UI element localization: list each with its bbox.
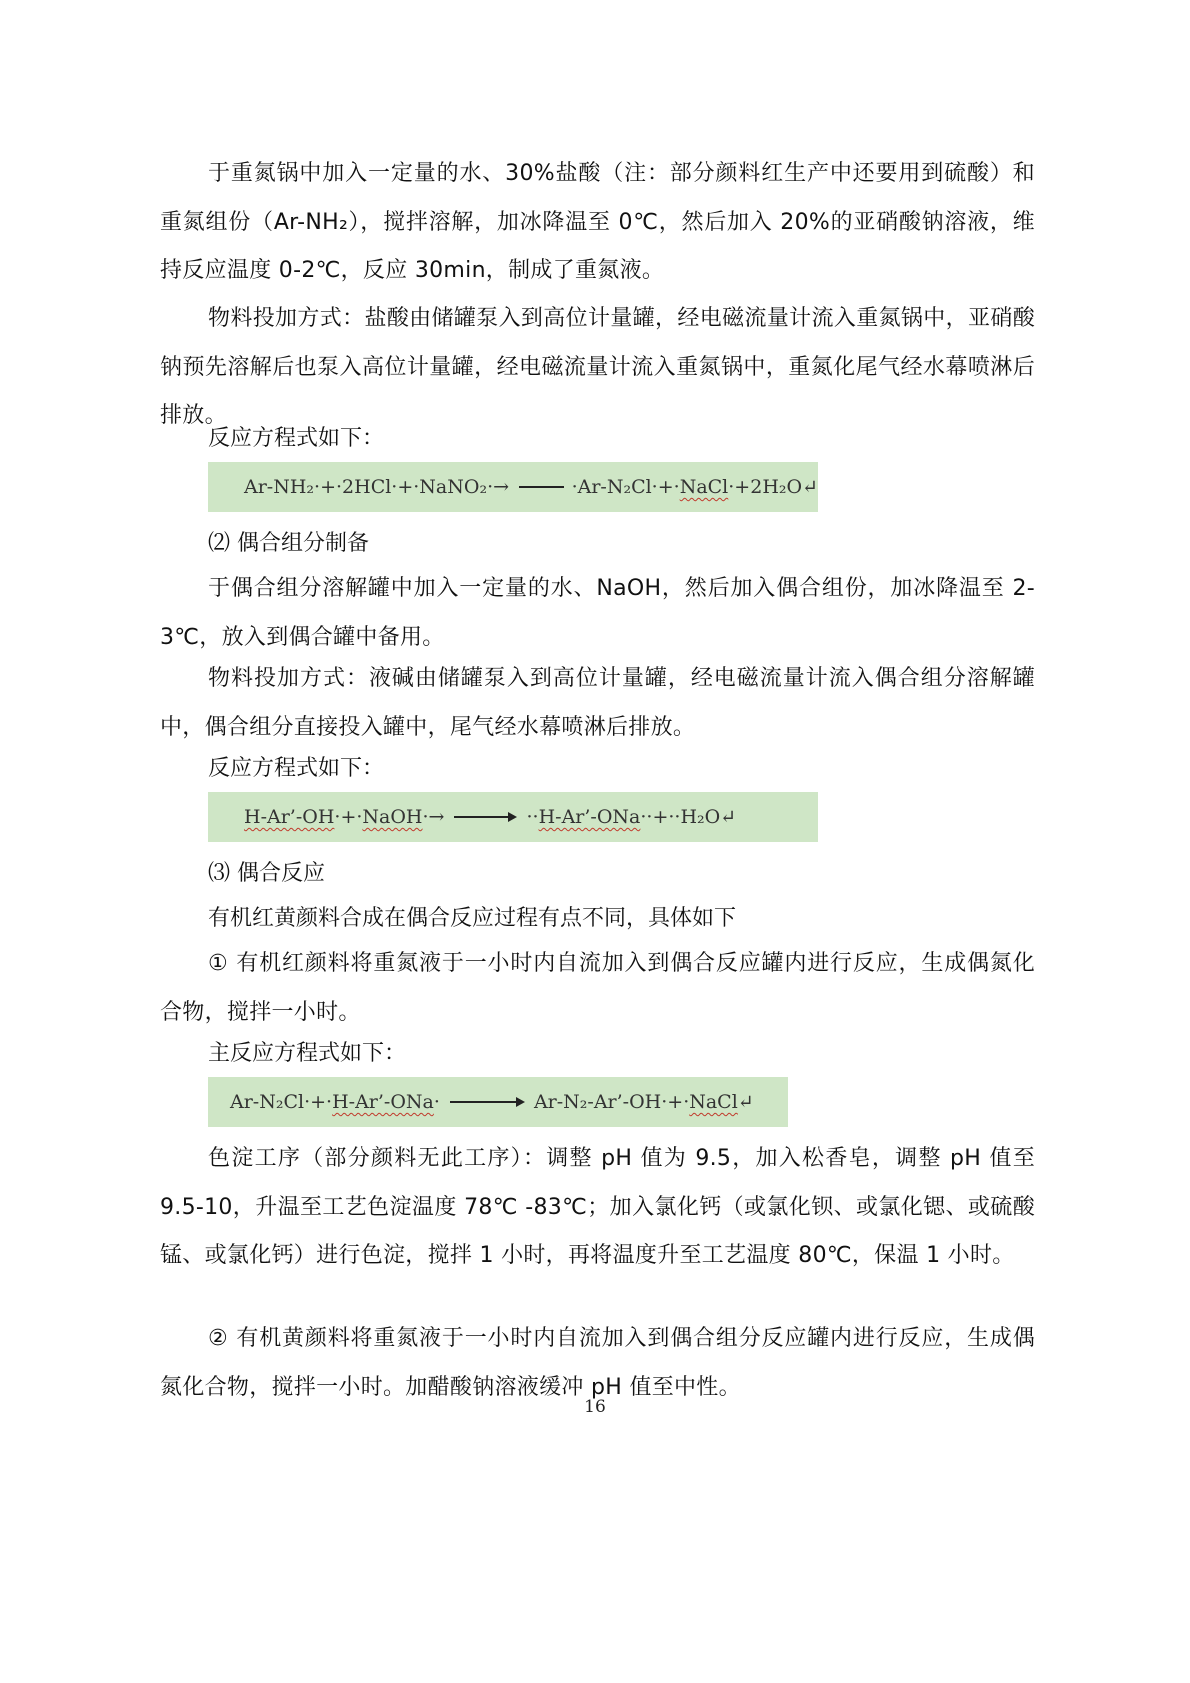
equation-lhs: Ar-NH₂·+·2HCl·+·NaNO₂·→ <box>244 476 510 498</box>
equation-rhs-end: ↵ <box>737 1091 754 1113</box>
equation-lhs-har-oh: H-Ar’-OH <box>244 806 335 828</box>
reaction-arrow-icon <box>452 810 518 824</box>
reaction-arrow-icon <box>448 1095 526 1109</box>
section-heading-coupling-reaction: ⑶ 偶合反应 <box>208 861 325 886</box>
equation-intro-3: 主反应方程式如下： <box>208 1041 407 1066</box>
equation-rhs-a: Ar-N₂-Ar’-OH·+· <box>533 1091 690 1113</box>
paragraph-coupling-preparation: 于偶合组分溶解罐中加入一定量的水、NaOH，然后加入偶合组份，加冰降温至 2-3℃，放入到偶合罐中备用。 <box>160 576 1035 650</box>
paragraph-diazo-feeding: 物料投加方式：盐酸由储罐泵入到高位计量罐，经电磁流量计流入重氮锅中，亚硝酸钠预先溶解后也泵入高位计量罐，经电磁流量计流入重氮锅中，重氮化尾气经水幕喷淋后排放。 <box>160 306 1035 428</box>
equation-rhs-nacl: NaCl <box>679 476 729 498</box>
paragraph-lake-process: 色淀工序（部分颜料无此工序）：调整 pH 值为 9.5，加入松香皂，调整 pH 值至 9.5-10，升温至工艺色淀温度 78℃ -83℃；加入氯化钙（或氯化钡、或氯化锶、或硫酸锰、或氯化钙）进行色淀，搅拌 1 小时，再将温度升至工艺温度 80℃，保温 1 小时。 <box>160 1146 1035 1268</box>
paragraph-coupling-feeding: 物料投加方式：液碱由储罐泵入到高位计量罐，经电磁流量计流入偶合组分溶解罐中，偶合组分直接投入罐中，尾气经水幕喷淋后排放。 <box>160 666 1035 740</box>
equation-intro-1: 反应方程式如下： <box>208 426 385 451</box>
paragraph-pigment-note: 有机红黄颜料合成在偶合反应过程有点不同，具体如下 <box>208 906 737 931</box>
equation-rhs-b: ··+··H₂O↵ <box>640 806 737 828</box>
equation-lhs-end: · <box>433 1091 440 1113</box>
paragraph-yellow-pigment: ② 有机黄颜料将重氮液于一小时内自流加入到偶合组分反应罐内进行反应，生成偶氮化合物，搅拌一小时。加醋酸钠溶液缓冲 pH 值至中性。 <box>160 1326 1035 1400</box>
equation-lhs-har-ona: H-Ar’-ONa <box>332 1091 434 1113</box>
equation-lhs-a: Ar-N₂Cl·+· <box>230 1091 333 1113</box>
equation-rhs-har-ona: H-Ar’-ONa <box>538 806 641 828</box>
equation-rhs-a: ·Ar-N₂Cl·+· <box>571 476 680 498</box>
section-heading-coupling-component: ⑵ 偶合组分制备 <box>208 531 369 556</box>
equation-box-coupling-component <box>208 792 818 842</box>
equation-intro-2: 反应方程式如下： <box>208 756 385 781</box>
equation-rhs-pre: ·· <box>526 806 539 828</box>
equation-lhs-end: ·→ <box>422 806 445 828</box>
equation-rhs-nacl: NaCl <box>689 1091 738 1113</box>
page-number: 16 <box>584 1397 606 1417</box>
equation-lhs-naoh: NaOH <box>362 806 423 828</box>
reaction-arrow-icon <box>517 480 564 494</box>
paragraph-diazo-preparation: 于重氮锅中加入一定量的水、30%盐酸（注：部分颜料红生产中还要用到硫酸）和重氮组份（Ar-NH₂），搅拌溶解，加冰降温至 0℃，然后加入 20%的亚硝酸钠溶液，维持反应温度 0-2℃，反应 30min，制成了重氮液。 <box>160 161 1035 283</box>
equation-box-coupling-reaction <box>208 1077 788 1127</box>
equation-rhs-b: ·+2H₂O↵ <box>728 476 818 498</box>
equation-lhs-plus: ·+· <box>334 806 363 828</box>
paragraph-red-pigment: ① 有机红颜料将重氮液于一小时内自流加入到偶合反应罐内进行反应，生成偶氮化合物，搅拌一小时。 <box>160 951 1035 1025</box>
equation-box-diazotization <box>208 462 818 512</box>
